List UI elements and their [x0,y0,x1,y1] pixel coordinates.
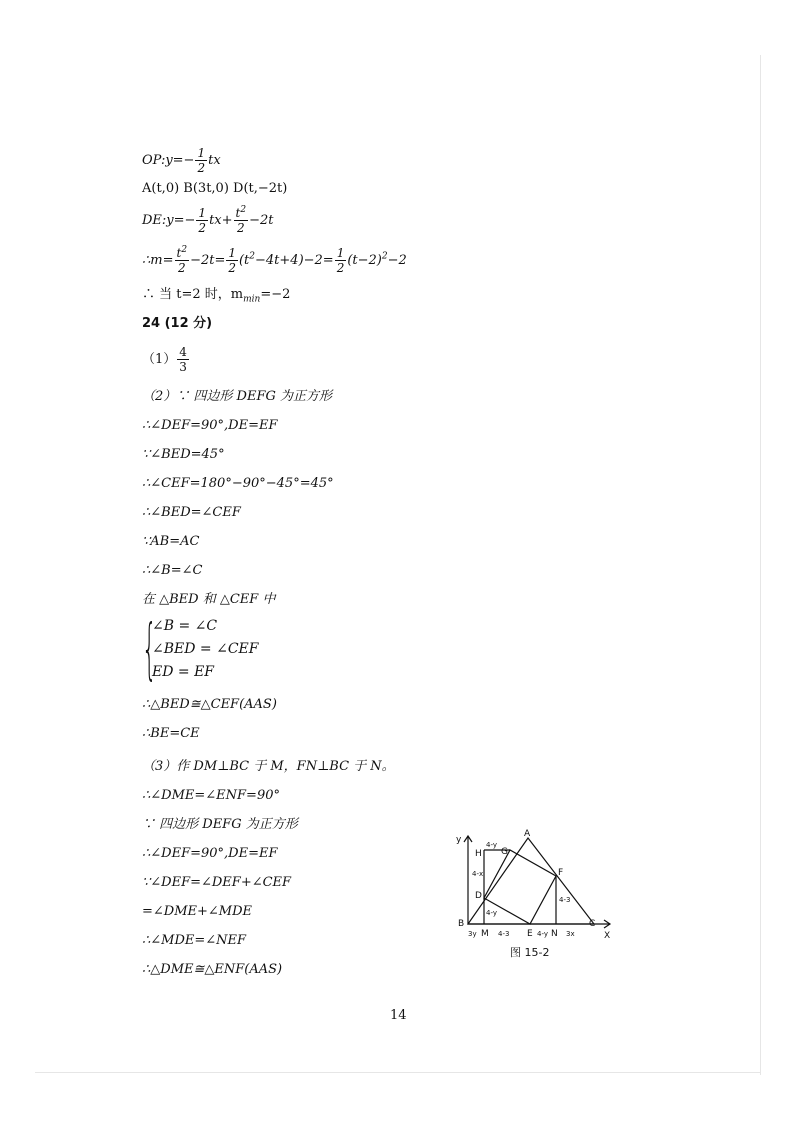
proof-line: ∴∠DEF=90°,DE=EF [142,418,278,433]
figure-caption: 图 15-2 [510,946,550,959]
mark-en: 4-y [537,930,548,938]
part-3-intro: （3）作 DM⊥BC 于 M，FN⊥BC 于 N。 [142,759,395,774]
proof-line: ∴∠BED=∠CEF [142,505,241,520]
mark-fn: 4-3 [559,896,571,904]
proof-line: ∴△DME≅△ENF(AAS) [142,962,283,977]
label-n: N [551,929,558,939]
label-f: F [558,868,564,878]
proof-line: ∵AB=AC [142,534,200,549]
proof-line: ∴BE=CE [142,726,200,741]
proof-line: ∵ 四边形 DEFG 为正方形 [142,817,298,832]
label-m: M [481,929,489,939]
proof-line: ∴∠CEF=180°−90°−45°=45° [142,476,334,491]
left-brace: { [142,610,157,687]
page-edge [760,55,761,1075]
label-c: C [589,919,596,929]
page-number: 14 [390,1008,407,1023]
label-y: y [456,835,462,845]
mark-bm: 3y [468,930,477,938]
label-e: E [527,929,533,939]
proof-line: ∴∠B=∠C [142,563,203,578]
m-line: ∴m= $\frac{t^2}{2}$ −2t= $\frac{1}{2}$ $(t^2-4t+4)-2=$ $\frac{1}{2}$ $(t-2)^2-2$ [142,245,407,275]
proof-line: ∴∠DEF=90°,DE=EF [142,846,278,861]
part-1-answer: （1） $\frac{4}{3}$ [142,345,187,374]
equation-system [142,610,302,687]
geometry-figure [448,826,618,962]
system-row: ∠BED = ∠CEF [152,641,259,657]
mark-hg: 4-y [486,841,497,849]
system-row: ∠B = ∠C [152,618,218,634]
label-h: H [475,849,482,859]
mark-hd: 4-x [472,870,484,878]
proof-line: ∴∠DME=∠ENF=90° [142,788,280,803]
label-b: B [458,919,465,929]
min-line: ∴ 当 t=2 时，$m_{min}=-2$ [142,287,291,305]
label-a: A [524,829,531,839]
proof-line: =∠DME+∠MDE [142,904,253,919]
system-row: ED = EF [152,664,215,680]
proof-line: ∵∠DEF=∠DEF+∠CEF [142,875,292,890]
op-line: OP:y=− $\frac{1}{2}$ tx [142,146,221,175]
mark-nc: 3x [566,930,575,938]
mark-dm: 4-y [486,909,497,917]
page-edge [35,1072,761,1073]
question-24-heading: 24 (12 分) [142,316,213,331]
part-2-intro: （2）∵ 四边形 DEFG 为正方形 [142,389,332,404]
de-line: DE:y=− $\frac{1}{2}$ tx+ $\frac{t^2}{2}$ −2t [142,205,274,235]
label-x: X [604,931,611,941]
label-d: D [475,891,482,901]
proof-line: 在 △BED 和 △CEF 中 [142,592,276,607]
points-line: A(t,0) B(3t,0) D(t,−2t) [142,181,288,196]
proof-line: ∵∠BED=45° [142,447,225,462]
proof-line: ∴△BED≅△CEF(AAS) [142,697,277,712]
label-g: G [501,847,508,857]
proof-line: ∴∠MDE=∠NEF [142,933,247,948]
mark-me: 4-3 [498,930,510,938]
